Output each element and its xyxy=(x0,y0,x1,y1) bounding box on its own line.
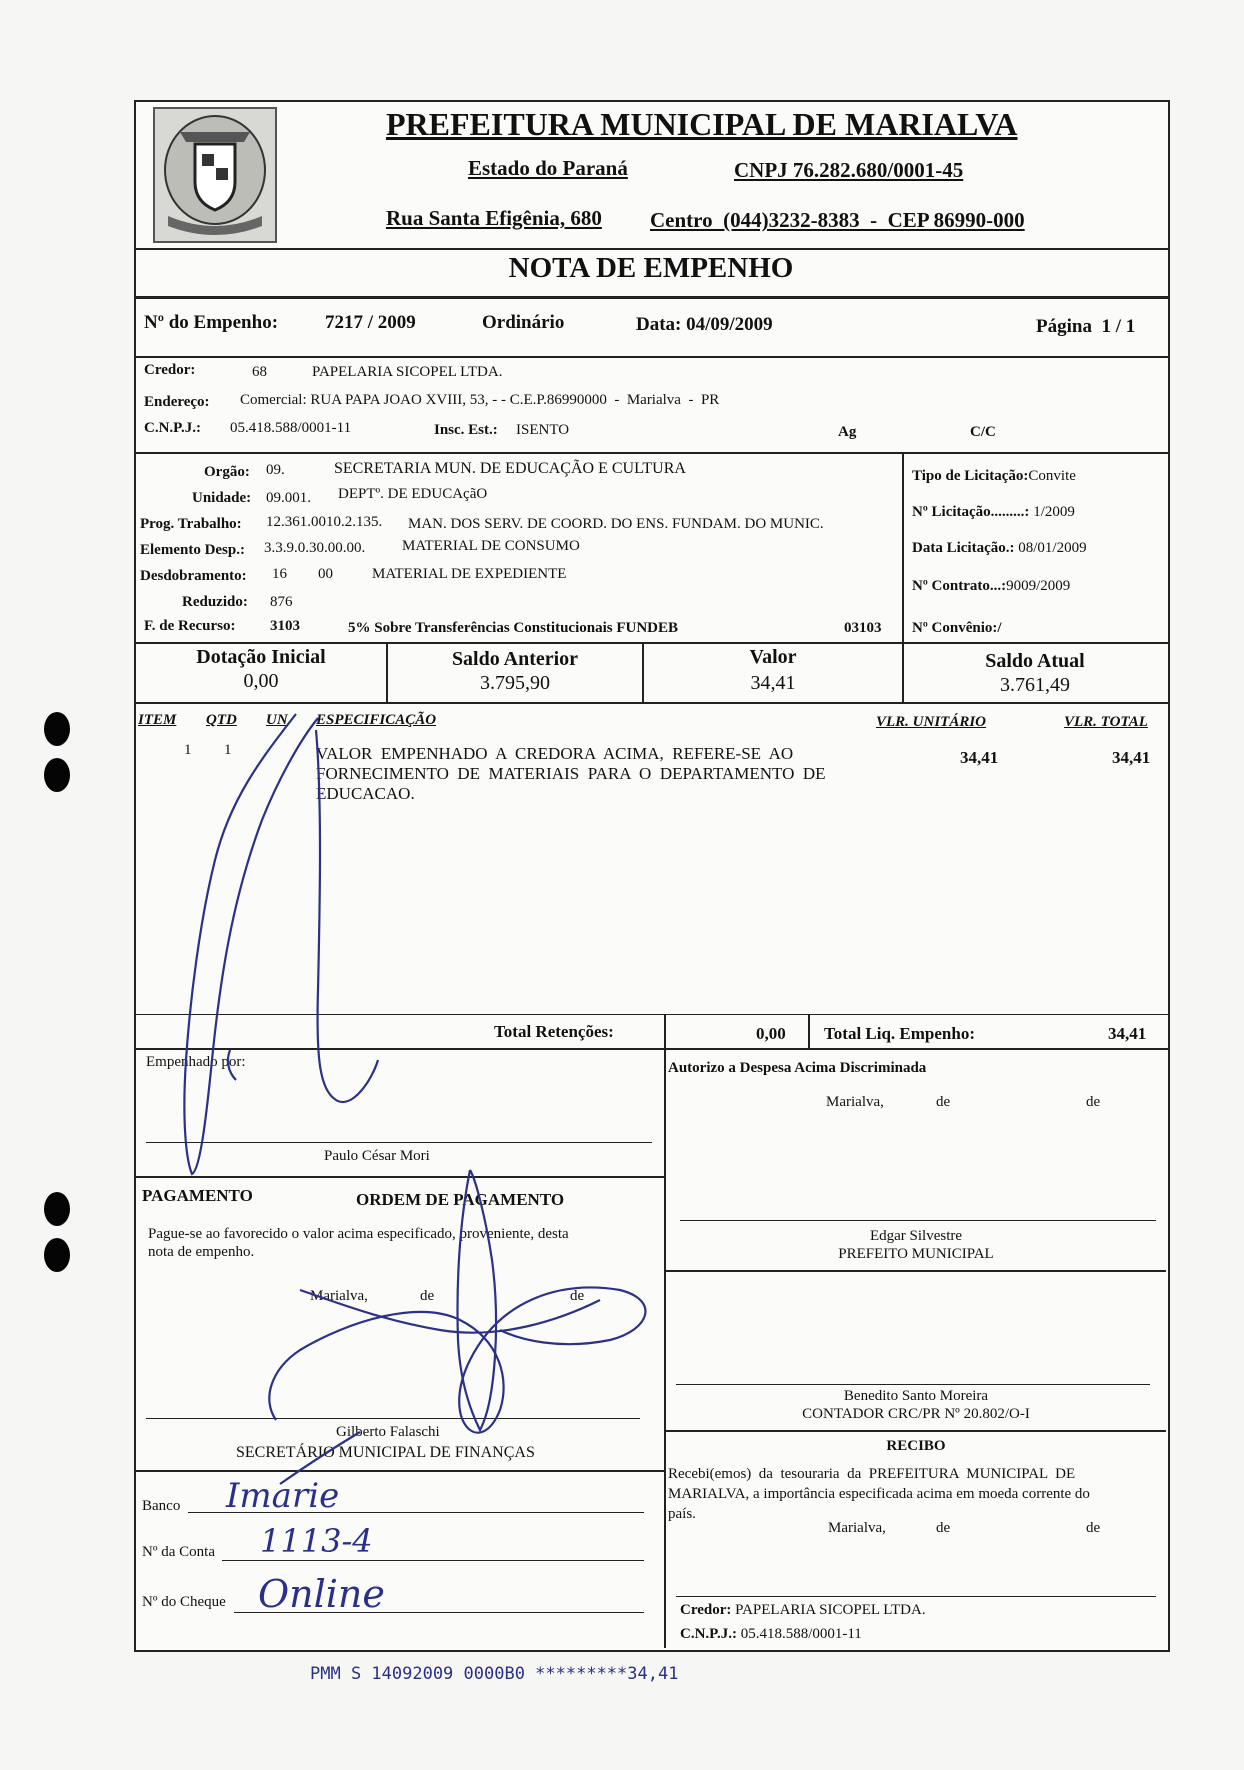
marialva-date-place: Marialva, xyxy=(826,1094,884,1110)
date-de: de xyxy=(1086,1094,1101,1110)
signature-stroke xyxy=(184,714,318,1174)
reduzido-label: Reduzido: xyxy=(182,594,248,610)
data-licitacao: 08/01/2009 xyxy=(1018,540,1087,556)
col-especificacao: ESPECIFICAÇÃO xyxy=(316,712,437,728)
col-item: ITEM xyxy=(138,712,177,728)
col-vlr-total: VLR. TOTAL xyxy=(1064,714,1148,730)
fonte-number: 03103 xyxy=(844,620,882,636)
contador-cargo: CONTADOR CRC/PR Nº 20.802/O-I xyxy=(802,1406,1030,1422)
orgao-name: SECRETARIA MUN. DE EDUCAÇÃO E CULTURA xyxy=(334,460,686,477)
header-address: Centro (044)3232-8383 - CEP 86990-000 xyxy=(650,208,1025,232)
recibo-credor: PAPELARIA SICOPEL LTDA. xyxy=(735,1602,926,1618)
elemento-name: MATERIAL DE CONSUMO xyxy=(402,538,580,554)
item-qtd: 1 xyxy=(224,742,232,758)
prefeito-nome: Edgar Silvestre xyxy=(869,1228,963,1244)
secretario-nome: Gilberto Falaschi xyxy=(336,1424,440,1440)
ordem-pagamento-label: ORDEM DE PAGAMENTO xyxy=(356,1190,565,1209)
recibo-text: Recebi(emos) da tesouraria da PREFEITURA MUNICIPAL DE xyxy=(668,1466,1076,1482)
recibo-title: RECIBO xyxy=(886,1438,946,1454)
credor-address: Comercial: RUA PAPA JOAO XVIII, 53, - - C.E.P.86990000 - Marialva - PR xyxy=(240,392,720,408)
empenhado-nome: Paulo César Mori xyxy=(324,1148,430,1164)
credor-code: 68 xyxy=(252,364,267,380)
unidade-name: DEPTº. DE EDUCAçãO xyxy=(338,486,488,502)
saldo-value: 3.795,90 xyxy=(480,672,550,694)
saldo-label: Saldo Atual xyxy=(985,650,1085,672)
machine-stamp: PMM S 14092009 0000B0 *********34,41 xyxy=(310,1664,679,1684)
elemento-code: 3.3.9.0.30.00.00. xyxy=(264,540,366,556)
contrato-value: 9009/2009 xyxy=(1006,578,1071,594)
header-state: Estado do Paraná xyxy=(468,156,628,180)
marialva-date-place: Marialva, xyxy=(828,1520,886,1536)
address-label: Endereço: xyxy=(144,394,210,410)
cheque-handwritten: Online xyxy=(258,1572,385,1616)
empenho-type: Ordinário xyxy=(482,312,565,333)
desdobramento-code-a: 16 xyxy=(272,566,287,582)
contador-nome: Benedito Santo Moreira xyxy=(843,1388,989,1404)
empenho-number: 7217 / 2009 xyxy=(325,312,416,333)
recibo-text: MARIALVA, a importância especificada acima em moeda corrente do xyxy=(668,1486,1090,1502)
prog-name: MAN. DOS SERV. DE COORD. DO ENS. FUNDAM. DO MUNIC. xyxy=(408,516,824,532)
num-licitacao: 1/2009 xyxy=(1033,504,1075,520)
saldo-label: Valor xyxy=(749,646,797,668)
header-cnpj: CNPJ 76.282.680/0001-45 xyxy=(734,158,964,182)
cheque-label: Nº do Cheque xyxy=(142,1594,226,1610)
secretario-cargo: SECRETÁRIO MUNICIPAL DE FINANÇAS xyxy=(236,1444,535,1461)
autorizo-label: Autorizo a Despesa Acima Discriminada xyxy=(668,1060,927,1076)
insc-value: ISENTO xyxy=(516,422,570,438)
agency-label: Ag xyxy=(838,424,857,440)
recibo-cnpj: 05.418.588/0001-11 xyxy=(740,1626,862,1642)
col-vlr-unitario: VLR. UNITÁRIO xyxy=(876,714,987,730)
saldo-label: Dotação Inicial xyxy=(196,646,326,668)
empenho-number-label: Nº do Empenho: xyxy=(144,312,279,333)
recibo-text: país. xyxy=(668,1506,696,1522)
banco-handwritten: Imarie xyxy=(226,1476,340,1516)
fonte-code: 3103 xyxy=(270,618,300,634)
signature-stroke xyxy=(458,1170,497,1430)
item-unit-value: 34,41 xyxy=(960,748,999,767)
marialva-date-place: Marialva, xyxy=(310,1288,368,1304)
col-un: UN xyxy=(266,712,288,728)
date-de: de xyxy=(1086,1520,1101,1536)
data-licitacao-label: Data Licitação.: xyxy=(912,540,1015,556)
desdobramento-code-b: 00 xyxy=(318,566,333,582)
date-de: de xyxy=(936,1094,951,1110)
desdobramento-label: Desdobramento: xyxy=(140,568,247,584)
banco-label: Banco xyxy=(142,1498,181,1514)
saldo-value: 3.761,49 xyxy=(1000,674,1070,696)
signature-stroke xyxy=(228,1050,236,1080)
page-number: Página 1 / 1 xyxy=(1036,316,1136,337)
insc-label: Insc. Est.: xyxy=(434,422,498,438)
desdobramento-name: MATERIAL DE EXPEDIENTE xyxy=(372,566,567,582)
pagamento-label: PAGAMENTO xyxy=(142,1186,253,1205)
header-street: Rua Santa Efigênia, 680 xyxy=(386,206,602,230)
orgao-code: 09. xyxy=(266,462,285,478)
credor-label: Credor: xyxy=(144,362,196,378)
conta-handwritten: 1113-4 xyxy=(260,1522,373,1560)
recibo-cnpj-label: C.N.P.J.: xyxy=(680,1626,737,1642)
tipo-licitacao-label: Tipo de Licitação: xyxy=(912,468,1029,484)
prog-code: 12.361.0010.2.135. xyxy=(266,514,383,530)
signature-stroke xyxy=(280,1432,360,1484)
signature-stroke xyxy=(300,1290,600,1333)
tipo-licitacao: Convite xyxy=(1028,468,1076,484)
item-total-value: 34,41 xyxy=(1112,748,1151,767)
fonte-label: F. de Recurso: xyxy=(144,618,236,634)
item-desc-line: FORNECIMENTO DE MATERIAIS PARA O DEPARTAMENTO DE xyxy=(316,764,826,783)
col-qtd: QTD xyxy=(206,712,237,728)
item-desc-line: VALOR EMPENHADO A CREDORA ACIMA, REFERE-SE AO xyxy=(316,744,794,763)
doc-title: NOTA DE EMPENHO xyxy=(508,252,794,284)
saldo-label: Saldo Anterior xyxy=(451,648,579,670)
total-liq: 34,41 xyxy=(1108,1024,1147,1043)
account-label: C/C xyxy=(970,424,996,440)
num-licitacao-label: Nº Licitação.........: xyxy=(912,504,1030,520)
recibo-credor-label: Credor: xyxy=(680,1602,732,1618)
conta-label: Nº da Conta xyxy=(142,1544,215,1560)
date-de: de xyxy=(420,1288,435,1304)
unidade-label: Unidade: xyxy=(192,490,252,506)
elemento-label: Elemento Desp.: xyxy=(140,542,245,558)
contrato-label: Nº Contrato...: xyxy=(912,578,1007,594)
saldo-value: 0,00 xyxy=(243,670,279,692)
prog-label: Prog. Trabalho: xyxy=(140,516,242,532)
total-liq-label: Total Liq. Empenho: xyxy=(824,1024,975,1043)
pagamento-text: nota de empenho. xyxy=(148,1244,255,1260)
signature-stroke xyxy=(316,730,378,1102)
prefeito-cargo: PREFEITO MUNICIPAL xyxy=(838,1246,994,1262)
empenho-date: Data: 04/09/2009 xyxy=(636,314,773,335)
orgao-label: Orgão: xyxy=(204,464,250,480)
item-number: 1 xyxy=(184,742,192,758)
header-title: PREFEITURA MUNICIPAL DE MARIALVA xyxy=(386,106,1018,142)
unidade-code: 09.001. xyxy=(266,490,311,506)
date-de: de xyxy=(936,1520,951,1536)
pagamento-text: Pague-se ao favorecido o valor acima especificado, proveniente, desta xyxy=(148,1226,569,1242)
credor-name: PAPELARIA SICOPEL LTDA. xyxy=(312,364,503,380)
item-desc-line: EDUCACAO. xyxy=(316,784,415,803)
convenio-label: Nº Convênio:/ xyxy=(912,620,1002,636)
saldo-value: 34,41 xyxy=(750,672,796,694)
total-retencoes-label: Total Retenções: xyxy=(494,1022,614,1041)
credor-cnpj: 05.418.588/0001-11 xyxy=(230,420,352,436)
fonte-name: 5% Sobre Transferências Constitucionais FUNDEB xyxy=(348,620,679,636)
cnpj-label: C.N.P.J.: xyxy=(144,420,201,436)
date-de: de xyxy=(570,1288,585,1304)
empenhado-por-label: Empenhado por: xyxy=(146,1054,246,1070)
reduzido-value: 876 xyxy=(270,594,293,610)
total-retencoes: 0,00 xyxy=(756,1024,786,1043)
